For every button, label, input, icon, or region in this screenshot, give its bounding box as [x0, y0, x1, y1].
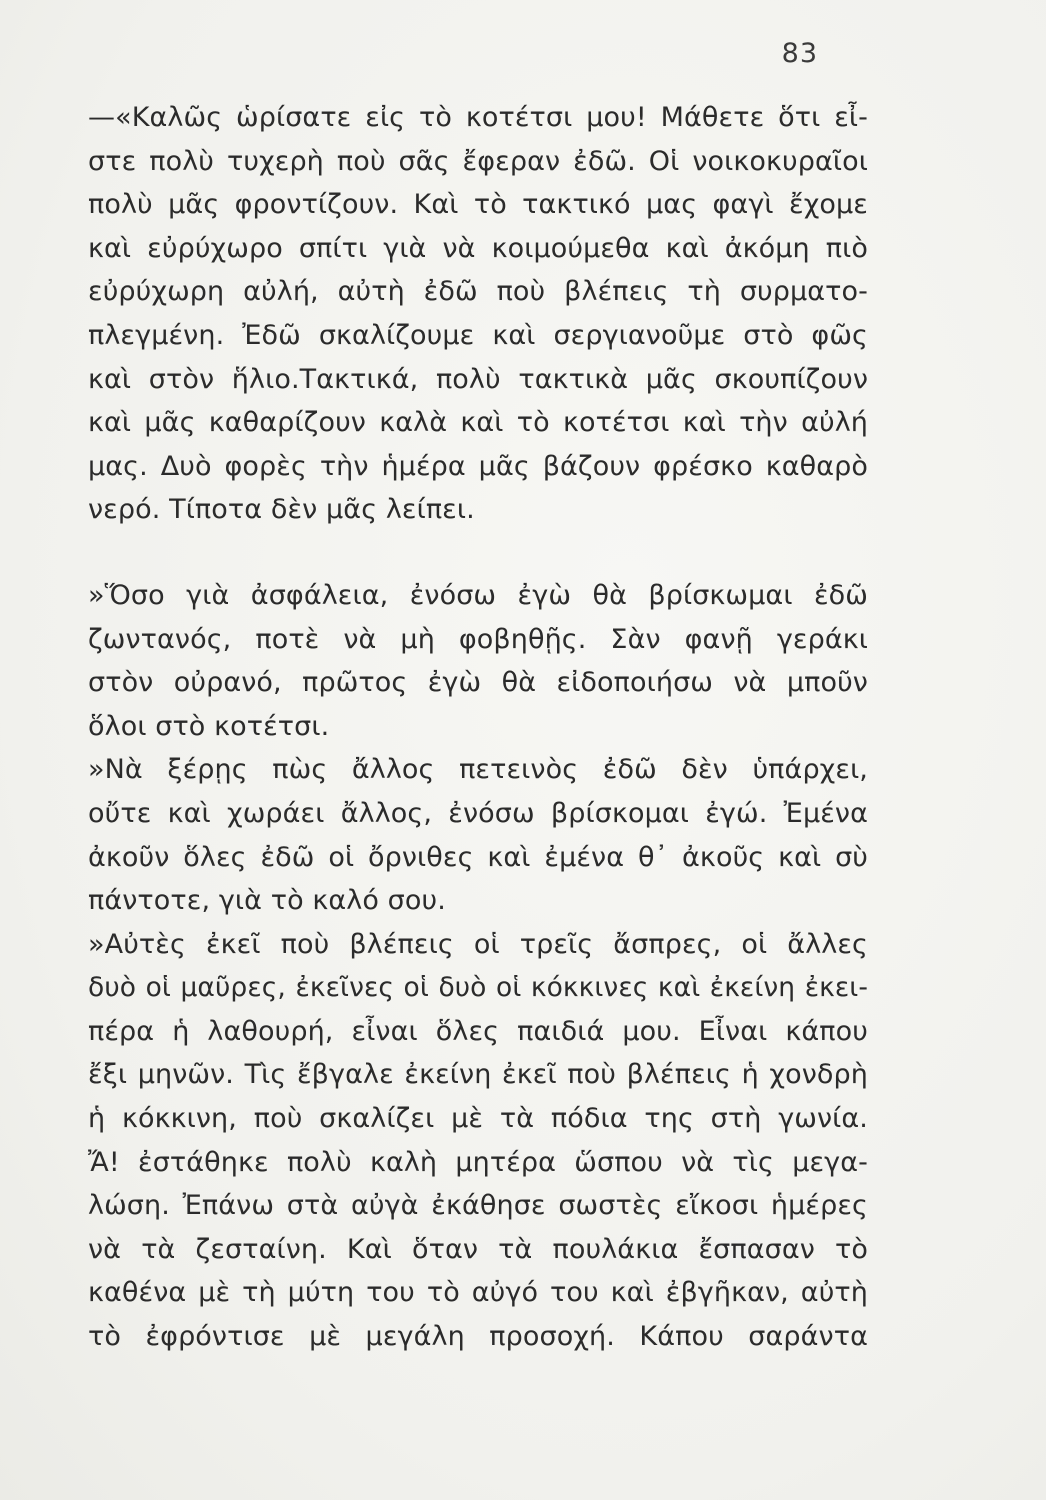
text-line: ζωντανός, ποτὲ νὰ μὴ φοβηθῇς. Σὰν φανῇ γεράκι	[88, 623, 868, 655]
text-line: »Ὅσο γιὰ ἀσφάλεια, ἐνόσω ἐγὼ θὰ βρίσκωμαι ἐδῶ	[88, 579, 868, 611]
text-line: καὶ μᾶς καθαρίζουν καλὰ καὶ τὸ κοτέτσι καὶ τὴν αὐλή	[88, 407, 868, 439]
text-line: στὸν οὐρανό, πρῶτος ἐγὼ θὰ εἰδοποιήσω νὰ μποῦν	[88, 667, 868, 699]
text-line: ἀκοῦν ὅλες ἐδῶ οἱ ὄρνιθες καὶ ἐμένα θ᾽ ἀκοῦς καὶ σὺ	[88, 841, 868, 873]
text-line: πολὺ μᾶς φροντίζουν. Καὶ τὸ τακτικό μας φαγὶ ἔχομε	[88, 189, 868, 221]
paragraph-2	[88, 574, 868, 748]
page-number: 83	[781, 38, 818, 69]
text-line: λώση. Ἐπάνω στὰ αὐγὰ ἐκάθησε σωστὲς εἴκοσι ἡμέρες	[88, 1190, 868, 1222]
text-line: εὐρύχωρη αὐλή, αὐτὴ ἐδῶ ποὺ βλέπεις τὴ συρματο-	[88, 276, 868, 308]
paragraph-1	[88, 96, 868, 532]
text-line: »Αὐτὲς ἐκεῖ ποὺ βλέπεις οἱ τρεῖς ἄσπρες, οἱ ἄλλες	[88, 928, 868, 960]
text-line: ὅλοι στὸ κοτέτσι.	[88, 710, 330, 742]
text-line: ἡ κόκκινη, ποὺ σκαλίζει μὲ τὰ πόδια της στὴ γωνία.	[88, 1103, 868, 1135]
text-line: καὶ εὐρύχωρο σπίτι γιὰ νὰ κοιμούμεθα καὶ ἀκόμη πιὸ	[88, 232, 868, 264]
text-line: ἔξι μηνῶν. Τὶς ἔβγαλε ἐκείνη ἐκεῖ ποὺ βλέπεις ἡ χονδρὴ	[88, 1059, 868, 1091]
text-line: νὰ τὰ ζεσταίνη. Καὶ ὅταν τὰ πουλάκια ἔσπασαν τὸ	[88, 1233, 868, 1265]
paragraph-4	[88, 923, 868, 1359]
paragraph-3	[88, 748, 868, 922]
text-line: οὔτε καὶ χωράει ἄλλος, ἐνόσω βρίσκομαι ἐγώ. Ἐμένα	[88, 797, 868, 829]
text-line: πλεγμένη. Ἐδῶ σκαλίζουμε καὶ σεργιανοῦμε στὸ φῶς	[88, 319, 868, 351]
text-line: »Νὰ ξέρῃς πὼς ἄλλος πετεινὸς ἐδῶ δὲν ὑπάρχει,	[88, 754, 868, 786]
text-line: μας. Δυὸ φορὲς τὴν ἡμέρα μᾶς βάζουν φρέσκο καθαρὸ	[88, 450, 868, 482]
text-line: καθένα μὲ τὴ μύτη του τὸ αὐγό του καὶ ἐβγῆκαν, αὐτὴ	[88, 1277, 868, 1309]
text-line: νερό. Τίποτα δὲν μᾶς λείπει.	[88, 494, 475, 526]
text-line: πάντοτε, γιὰ τὸ καλό σου.	[88, 885, 446, 917]
body-text	[88, 96, 868, 1359]
text-line: —«Καλῶς ὡρίσατε εἰς τὸ κοτέτσι μου! Μάθετε ὅτι εἶ-	[88, 102, 868, 133]
text-line: Ἄ! ἐστάθηκε πολὺ καλὴ μητέρα ὥσπου νὰ τὶς μεγα-	[88, 1146, 868, 1178]
text-line: στε πολὺ τυχερὴ ποὺ σᾶς ἔφεραν ἐδῶ. Οἱ νοικοκυραῖοι	[88, 145, 868, 177]
text-line: πέρα ἡ λαθουρή, εἶναι ὅλες παιδιά μου. Εἶναι κάπου	[88, 1015, 868, 1047]
text-line: τὸ ἐφρόντισε μὲ μεγάλη προσοχή. Κάπου σαράντα	[88, 1321, 868, 1353]
text-line: δυὸ οἱ μαῦρες, ἐκεῖνες οἱ δυὸ οἱ κόκκινες καὶ ἐκείνη ἐκει-	[88, 972, 868, 1004]
text-line: καὶ στὸν ἥλιο.Τακτικά, πολὺ τακτικὰ μᾶς σκουπίζουν	[88, 363, 868, 395]
